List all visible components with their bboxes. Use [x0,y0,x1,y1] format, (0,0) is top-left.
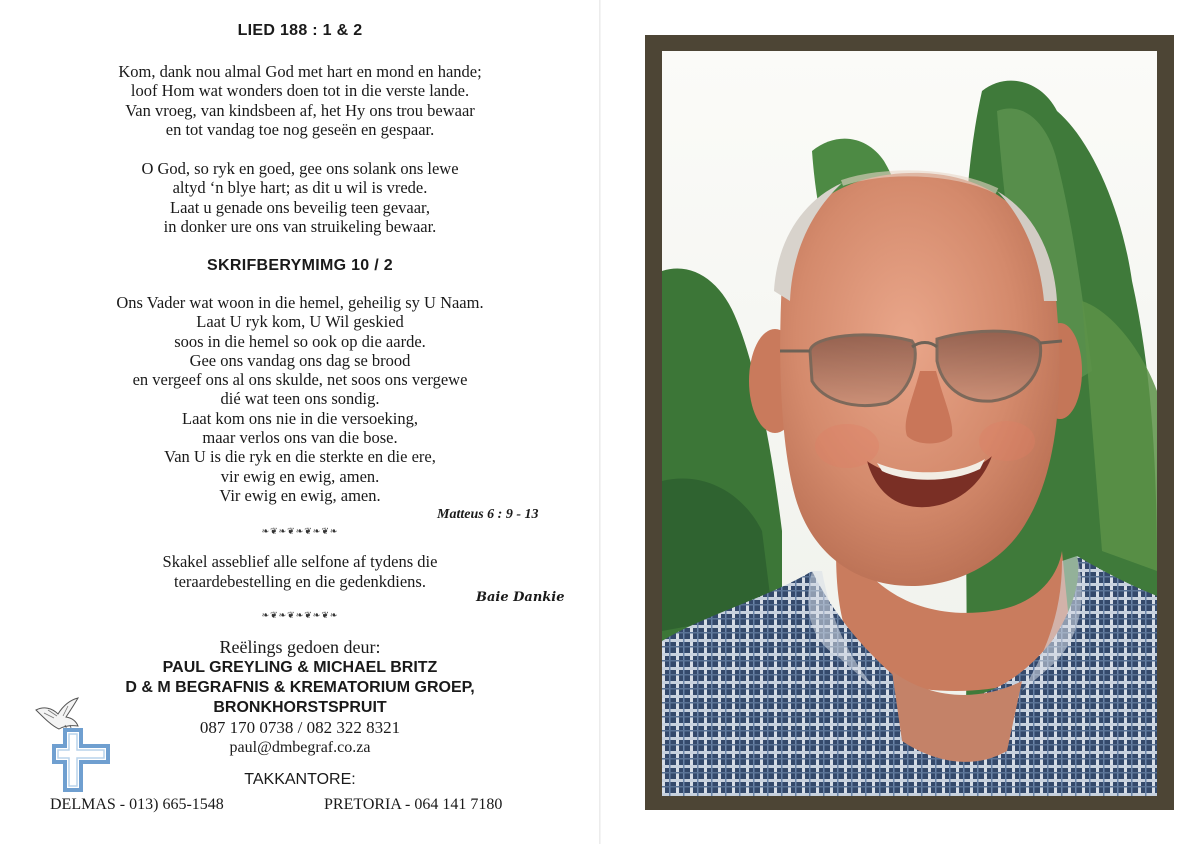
verse-line: Laat kom ons nie in die versoeking, [182,408,418,428]
hymn-stanza-2 [0,159,600,236]
verse-line: loof Hom wat wonders doen tot in die verste lande. [130,81,470,101]
verse-line: Van U is die ryk en die sterkte en die ere, [164,447,436,467]
hymn-stanza-1 [0,62,600,139]
prayer-text [0,293,600,505]
cellphone-notice [0,552,600,591]
verse-line: Gee ons vandag ons dag se brood [189,350,411,370]
verse-line: Laat u genade ons beveilig teen gevaar, [169,197,430,217]
notice-line: Skakel asseblief alle selfone af tydens die [162,552,438,571]
undertaker-names: PAUL GREYLING & MICHAEL BRITZ [162,659,438,676]
dove-cross-icon [30,696,116,792]
verse-line: Ons Vader wat woon in die hemel, geheilig sy U Naam. [116,293,484,312]
right-page [600,0,1200,844]
verse-line: in donker ure ons van struikeling bewaar. [163,216,437,236]
arranged-by-label: Reëlings gedoen deur: [219,637,381,657]
verse-line: Kom, dank nou almal God met hart en mond en hande; [118,62,482,81]
verse-line: Vir ewig en ewig, amen. [219,485,381,505]
prayer-title: SKRIFBERYMIMG 10 / 2 [207,257,393,274]
undertaker-town: BRONKHORSTSPRUIT [213,699,387,716]
verse-line: en vergeef ons al ons skulde, net soos ons vergewe [132,370,468,390]
thanks-signoff: Baie Dankie [476,590,565,605]
branches-label: TAKKANTORE: [244,771,356,788]
verse-line: maar verlos ons van die bose. [202,428,398,448]
branch-delmas: DELMAS - 013) 665-1548 [50,796,224,813]
verse-line: Laat U ryk kom, U Wil geskied [196,312,404,332]
notice-line: teraardebestelling en die gedenkdiens. [174,571,426,591]
hymn-title: LIED 188 : 1 & 2 [237,22,363,39]
verse-line: vir ewig en ewig, amen. [220,466,380,486]
verse-line: soos in die hemel so ook op die aarde. [174,331,426,351]
portrait-photo [662,51,1157,796]
verse-line: altyd ‘n blye hart; as dit u wil is vrede. [172,178,428,198]
undertaker-company: D & M BEGRAFNIS & KREMATORIUM GROEP, [125,679,475,696]
scripture-reference: Matteus 6 : 9 - 13 [437,507,539,522]
email-address: paul@dmbegraf.co.za [229,739,371,756]
ornament-divider: ❧❦❧❦❧❦❧❦❧ [261,610,339,620]
phone-numbers: 087 170 0738 / 082 322 8321 [199,718,401,737]
branch-pretoria: PRETORIA - 064 141 7180 [324,796,503,813]
verse-line: dié wat teen ons sondig. [220,389,380,409]
verse-line: O God, so ryk en goed, gee ons solank ons lewe [141,159,459,178]
ornament-divider: ❧❦❧❦❧❦❧❦❧ [261,526,339,536]
verse-line: Van vroeg, van kindsbeen af, het Hy ons trou bewaar [125,100,475,120]
photo-frame [645,35,1174,810]
verse-line: en tot vandag toe nog geseën en gespaar. [165,119,435,139]
